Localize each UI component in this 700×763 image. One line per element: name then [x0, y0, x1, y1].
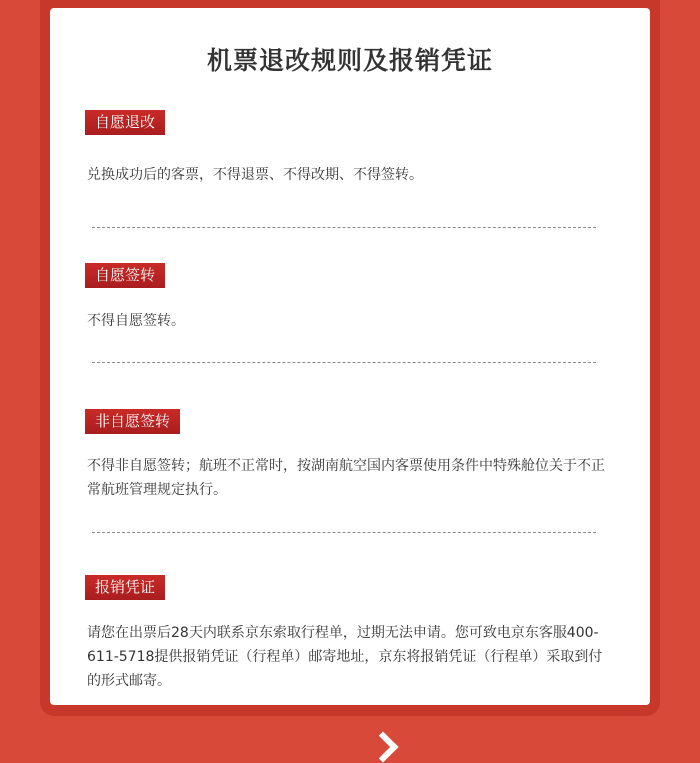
- section-divider: [92, 362, 596, 363]
- bottom-bar: [0, 716, 700, 747]
- section-tag-involuntary-endorse: 非自愿签转: [85, 409, 180, 434]
- section-text-reimbursement: 请您在出票后28天内联系京东索取行程单，过期无法申请。您可致电京东客服400-611-5718提供报销凭证（行程单）邮寄地址，京东将报销凭证（行程单）采取到付的形式邮寄。: [87, 625, 603, 689]
- section-divider: [92, 227, 596, 228]
- section-text-voluntary-endorse: 不得自愿签转。: [87, 313, 185, 329]
- rules-card: [50, 8, 650, 705]
- page-title: 机票退改规则及报销凭证: [206, 46, 493, 75]
- section-text-voluntary-refund-change: 兑换成功后的客票，不得退票、不得改期、不得签转。: [87, 167, 423, 183]
- section-tag-voluntary-endorse: 自愿签转: [85, 263, 165, 288]
- section-tag-reimbursement: 报销凭证: [85, 575, 165, 600]
- section-tag-voluntary-refund-change: 自愿退改: [85, 110, 165, 135]
- section-text-involuntary-endorse: 不得非自愿签转；航班不正常时，按湖南航空国内客票使用条件中特殊舱位关于不正常航班管理规定执行。: [87, 458, 605, 498]
- section-divider: [92, 532, 596, 533]
